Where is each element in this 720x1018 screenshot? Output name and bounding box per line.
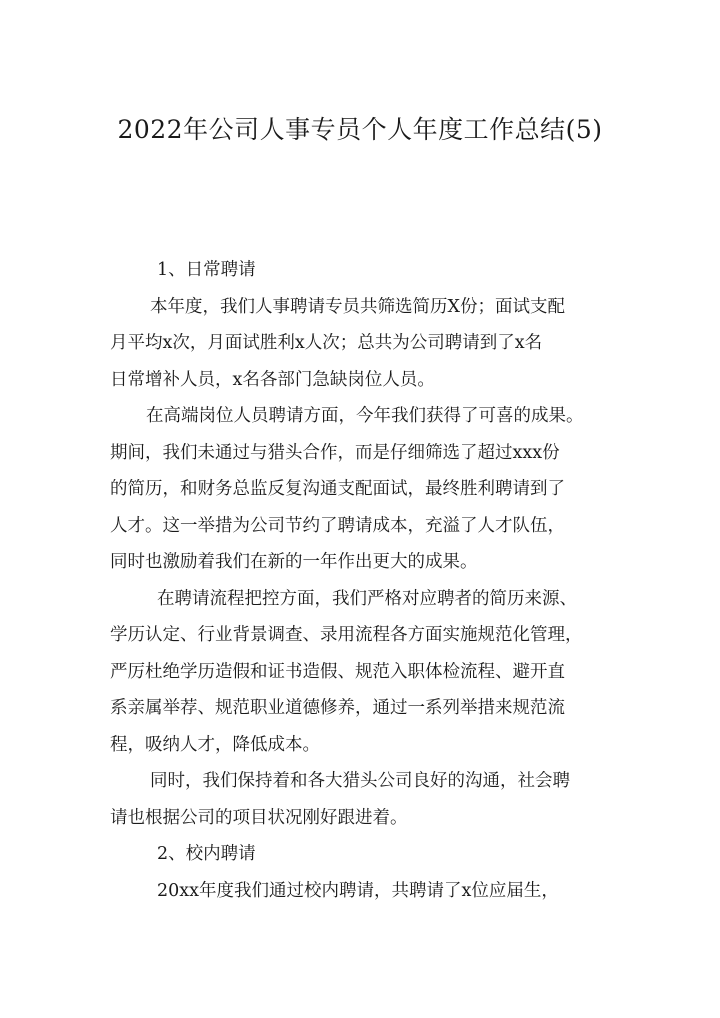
paragraph-line: 在聘请流程把控方面，我们严格对应聘者的简历来源、 [157, 588, 577, 609]
paragraph-line: 在高端岗位人员聘请方面，今年我们获得了可喜的成果。 [146, 406, 584, 426]
paragraph-line: 请也根据公司的项目状况刚好跟进着。 [110, 807, 408, 828]
paragraph-line: 的简历，和财务总监反复沟通支配面试，最终胜利聘请到了 [110, 479, 565, 499]
paragraph-line: 日常增补人员，x名各部门急缺岗位人员。 [110, 369, 435, 390]
paragraph-line: 学历认定、行业背景调查、录用流程各方面实施规范化管理， [110, 625, 583, 645]
paragraph-line: 同时，我们保持着和各大猎头公司良好的沟通，社会聘 [150, 771, 570, 791]
document-body [110, 252, 616, 909]
paragraph-line: 人才。这一举措为公司节约了聘请成本，充溢了人才队伍， [110, 515, 565, 536]
paragraph-line: 严厉杜绝学历造假和证书造假、规范入职体检流程、避开直 [110, 661, 565, 682]
paragraph-line: 本年度，我们人事聘请专员共筛选简历X份；面试支配 [150, 296, 565, 317]
paragraph-line: 月平均x次，月面试胜利x人次；总共为公司聘请到了x名 [110, 333, 543, 353]
paragraph-line: 程，吸纳人才，降低成本。 [110, 734, 320, 755]
paragraph-line: 20xx年度我们通过校内聘请，共聘请了x位应届生， [157, 880, 559, 901]
section-heading-campus-recruitment: 2、校内聘请 [157, 844, 256, 864]
paragraph-line: 系亲属举荐、规范职业道德修养，通过一系列举措来规范流 [110, 698, 565, 718]
section-heading-daily-recruitment: 1、日常聘请 [157, 260, 256, 280]
paragraph-line: 同时也激励着我们在新的一年作出更大的成果。 [110, 552, 478, 572]
paragraph-line: 期间，我们未通过与猎头合作，而是仔细筛选了超过xxx份 [110, 442, 560, 463]
document-title: 2022年公司人事专员个人年度工作总结(5) [117, 115, 603, 144]
